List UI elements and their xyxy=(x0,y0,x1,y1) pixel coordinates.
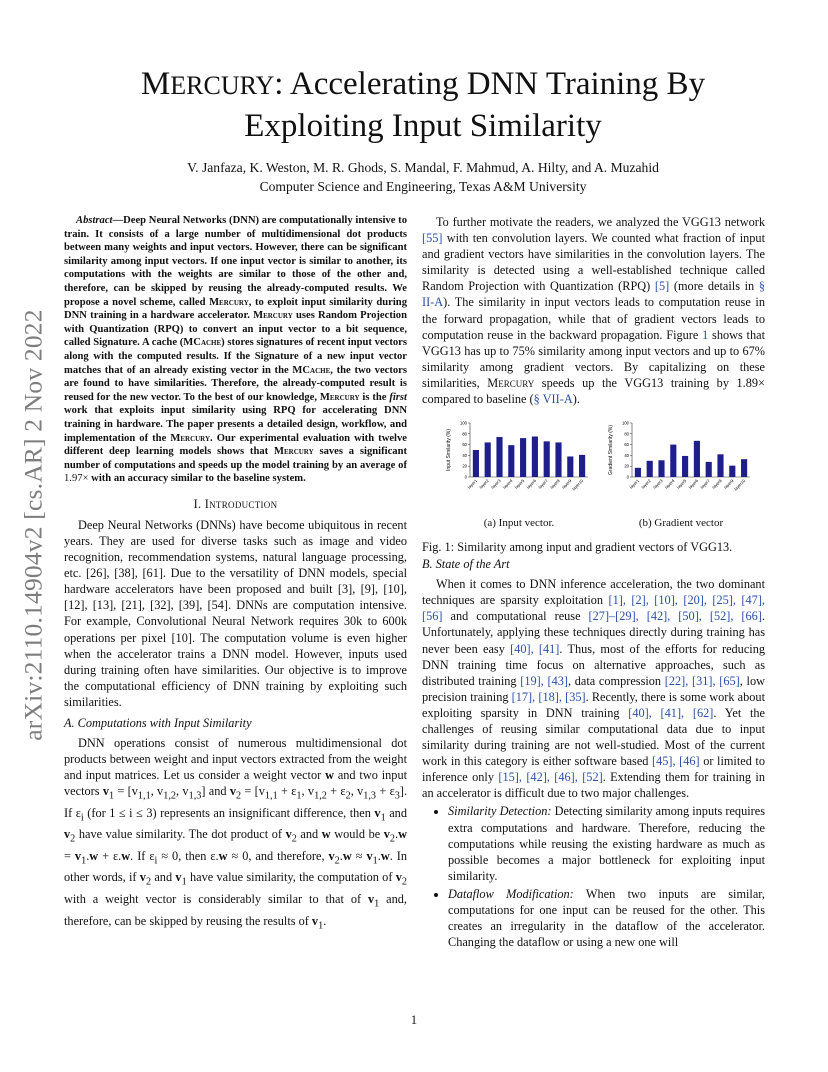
text-part: . Unfortunately, applying these techniques directly during training has never been easy xyxy=(422,609,765,656)
x-tick-label: layer10 xyxy=(571,478,585,492)
vec-v2: v xyxy=(395,870,402,885)
text-part: (more details in xyxy=(669,279,759,294)
speedup-value: 1.89× xyxy=(736,375,765,390)
text-part: or limited to inference only xyxy=(422,754,765,785)
text-part: . In other words, if xyxy=(64,848,407,885)
figure-link[interactable]: 1 xyxy=(702,327,709,342)
gradient-similarity-chart xyxy=(606,417,756,517)
bar-layer10 xyxy=(579,455,585,477)
vec-w: w xyxy=(89,848,99,863)
x-tick-label: layer2 xyxy=(478,478,490,490)
sub: 1,1 xyxy=(137,790,151,802)
bar-layer8 xyxy=(555,443,561,478)
challenge-text: Detecting similarity among inputs requires extra computations and hardware. Therefore, reducing the computations while reusing the existing hardware as much as possible becomes a major bottleneck for exploiting input similarity. xyxy=(448,804,765,883)
page-number: 1 xyxy=(410,1013,418,1027)
sub: i xyxy=(154,855,158,867)
text-part: and xyxy=(296,827,322,842)
x-tick-label: layer9 xyxy=(722,478,735,490)
bar-layer3 xyxy=(496,437,502,477)
figure-1 xyxy=(422,417,765,535)
challenge-text: When two inputs are similar, computations for one input can be reused for the other. This creates an irregularity in the dataflow of the accelerator. Changing the dataflow or using a new one will xyxy=(448,886,765,950)
vec-w: w xyxy=(342,848,352,863)
challenge-item xyxy=(448,803,765,883)
sub: 1,3 xyxy=(363,790,377,802)
sub: 2 xyxy=(145,876,152,888)
sub: 1 xyxy=(108,790,115,802)
sub: 1,2 xyxy=(314,790,327,802)
vec-v1: v xyxy=(374,805,381,820)
text-part: . xyxy=(86,848,90,863)
x-tick-label: layer4 xyxy=(501,478,514,490)
abstract-part: work that exploits input similarity using RPQ for accelerating DNN training in hardware. The paper presents a detailed design, workflow, and implementation of the xyxy=(64,405,407,444)
text-part: . xyxy=(377,848,381,863)
text-part: . Recently, there is some work about exploiting sparsity in DNN training xyxy=(422,689,765,720)
y-tick-label: 60 xyxy=(624,442,629,448)
y-tick-label: 20 xyxy=(624,463,629,469)
arxiv-identifier-stamp xyxy=(14,282,54,767)
text-part: , v xyxy=(176,784,189,799)
abstract-part: Deep Neural Networks (DNN) are computationally intensive to train. It consists of a large number of multidimensional dot products between many weights and input vectors. However, there can be significant similarity among input vectors. If one input vector is similar to another, its computations with the weights are similar to those of the other and, therefore, can be skipped by reusing the already-computed results. We propose a novel scheme, called xyxy=(64,215,407,308)
mcache-name: Cache xyxy=(302,364,331,376)
challenge-item xyxy=(448,886,765,950)
text-part: . xyxy=(395,827,399,842)
mercury-name: Mercury xyxy=(170,432,211,444)
bar-layer7 xyxy=(706,462,712,477)
title-line-1-rest: : Accelerating DNN Training By xyxy=(274,66,706,102)
text-part: . Thus, most of the efforts for reducing DNN training time focus on alternative approaches, such as distributed training xyxy=(422,641,766,688)
state-of-art-paragraph xyxy=(422,576,765,801)
sub: 1 xyxy=(372,855,378,867)
x-tick-label: layer3 xyxy=(490,478,502,490)
mercury-name: Mercury xyxy=(209,296,249,308)
text-part: , v xyxy=(350,784,364,799)
y-tick-label: 100 xyxy=(460,420,467,426)
sub: 2 xyxy=(401,876,407,888)
challenge-label: Dataflow Modification: xyxy=(448,886,574,901)
bar-layer5 xyxy=(520,438,526,477)
title-name-rest: ERCURY xyxy=(170,71,275,100)
text-part: = xyxy=(64,848,75,863)
text-part: and two input vectors xyxy=(64,768,408,799)
text-part: ). xyxy=(572,392,580,407)
citation-link[interactable]: [27]–[29], [42], [50], [52], [66] xyxy=(588,609,762,624)
vec-w: w xyxy=(121,848,131,863)
y-tick-label: 60 xyxy=(462,442,467,448)
text-part: ). The similarity in input vectors leads to computation reuse in the forward propagation, while that of gradient vectors leads to computation reuse in the backward propagation. Figure xyxy=(422,295,765,342)
text-part: ] and xyxy=(201,784,230,799)
vec-w: w xyxy=(218,848,228,863)
abstract-text xyxy=(64,214,407,486)
text-part: , low precision training xyxy=(422,673,765,704)
text-part: ≈ 0, and therefore, xyxy=(227,848,329,863)
text-part: , v xyxy=(150,784,164,799)
y-tick-label: 40 xyxy=(462,453,467,459)
subcaption-a: (a) Input vector. xyxy=(483,517,555,530)
motivation-paragraph xyxy=(422,214,765,407)
sub: 1,3 xyxy=(188,790,202,802)
title-name-cap: M xyxy=(140,66,171,102)
bar-layer8 xyxy=(717,454,723,477)
arxiv-identifier-text: arXiv:2110.14904v2 [cs.AR] 2 Nov 2022 xyxy=(19,308,49,741)
text-part: , data compression xyxy=(567,673,665,688)
vec-v2: v xyxy=(64,827,71,842)
figure-1b xyxy=(606,417,756,530)
abstract xyxy=(64,214,407,486)
sub: 1 xyxy=(296,790,302,802)
subsection-heading-state-of-art: B. State of the Art xyxy=(422,557,510,572)
sub: 2 xyxy=(235,790,242,802)
subsection-heading-computations: A. Computations with Input Similarity xyxy=(64,716,252,730)
text-part: and xyxy=(385,805,407,820)
input-similarity-chart xyxy=(444,417,594,517)
abstract-part: , to exploit input similarity during DNN training in a hardware accelerator. xyxy=(64,296,407,322)
x-tick-label: layer6 xyxy=(525,478,538,490)
affiliation: Computer Science and Engineering, Texas A&M University xyxy=(259,179,587,194)
y-tick-label: 100 xyxy=(622,420,629,426)
sub: 2 xyxy=(291,833,297,845)
text-part: . xyxy=(339,848,343,863)
vec-v2: v xyxy=(328,848,335,863)
text-part: + ε xyxy=(277,784,297,799)
text-part: To further motivate the readers, we analyzed the VGG13 network xyxy=(436,215,765,229)
text-part: . If ε xyxy=(130,848,155,863)
text-part: . xyxy=(323,913,327,928)
citation-link[interactable]: [19], [43] xyxy=(520,673,568,688)
sub: 1,2 xyxy=(163,790,177,802)
bar-layer4 xyxy=(508,445,514,477)
text-part: have value similarity. The dot product of xyxy=(75,827,286,842)
x-tick-label: layer1 xyxy=(466,478,479,490)
text-part: and computational reuse xyxy=(442,609,589,624)
y-axis-label: Gradient Similarity (%) xyxy=(608,425,614,476)
x-tick-label: layer7 xyxy=(699,478,711,490)
mercury-name: Mercury xyxy=(253,310,293,322)
bar-layer2 xyxy=(647,461,653,477)
y-tick-label: 0 xyxy=(464,474,467,480)
vec-v2: v xyxy=(139,870,146,885)
sub: 2 xyxy=(389,833,396,845)
author-list: V. Janfaza, K. Weston, M. R. Ghods, S. Mandal, F. Mahmud, A. Hilty, and A. Muzahid xyxy=(187,160,659,175)
abstract-part: , the two vectors are found to have similarities. Therefore, the already-computed result is reused for the new vector. To the best of our knowledge, xyxy=(64,364,407,403)
text-part: When it comes to DNN inference acceleration, the two dominant techniques are sparsity exploitation xyxy=(422,577,765,608)
citation-link[interactable]: [5] xyxy=(654,279,670,294)
vec-v1: v xyxy=(74,848,82,863)
x-tick-label: layer8 xyxy=(549,478,561,490)
author-block xyxy=(90,158,756,196)
x-tick-label: layer1 xyxy=(628,478,641,490)
sub: 2 xyxy=(70,833,76,845)
text-part: DNN operations consist of numerous multidimensional dot products between weight and input vectors extracted from the weight and input matrices. Let us consider a weight vector xyxy=(64,736,407,783)
citation-link[interactable]: [40], [41], [62] xyxy=(628,705,714,720)
vec-v2: v xyxy=(229,784,236,799)
sub: 1 xyxy=(380,812,386,824)
y-tick-label: 0 xyxy=(626,474,629,480)
abstract-part: is the xyxy=(359,391,390,403)
x-tick-label: layer10 xyxy=(733,478,747,492)
paper-title xyxy=(90,64,756,146)
citation-link[interactable]: [45], [46] xyxy=(652,754,700,769)
abstract-dash: — xyxy=(112,215,124,226)
y-tick-label: 80 xyxy=(462,431,467,437)
citation-link[interactable]: [55] xyxy=(422,231,443,246)
sub: 1 xyxy=(181,876,187,888)
citation-link[interactable]: [40], [41] xyxy=(510,641,560,656)
text-part: and xyxy=(151,870,176,885)
bar-layer1 xyxy=(635,468,641,477)
sub: 1,1 xyxy=(264,790,278,802)
vec-w: w xyxy=(325,768,334,783)
abstract-part: saves a significant number of computations and speeds up the model training by an average of xyxy=(64,446,407,471)
vec-v2: v xyxy=(383,827,390,842)
figure-1a xyxy=(444,417,594,530)
sub: 2 xyxy=(334,855,340,867)
text-part: . Extending them for training in an accelerator is difficult due to two major challenges. xyxy=(422,770,765,801)
citation-link[interactable]: [1], [2], [10], [20], [25], [47], [56] xyxy=(422,593,765,624)
sub: 3 xyxy=(394,790,400,802)
vec-v2: v xyxy=(285,827,292,842)
x-tick-label: layer5 xyxy=(675,478,688,490)
citation-link[interactable]: [15], [42], [46], [52] xyxy=(498,770,603,785)
text-part: ]. If ε xyxy=(64,784,408,820)
y-tick-label: 80 xyxy=(624,431,629,437)
title-line-1 xyxy=(141,66,705,102)
text-part: , v xyxy=(301,784,315,799)
bar-layer6 xyxy=(532,437,538,478)
abstract-part: ) stores signatures of recent input vectors along with the computed results. If the Signature of a new input vector matches that of an already existing vector in the M xyxy=(64,337,407,376)
vec-v1: v xyxy=(366,848,373,863)
challenge-label: Similarity Detection: xyxy=(448,804,552,819)
y-tick-label: 20 xyxy=(462,463,467,469)
vec-v1: v xyxy=(367,892,375,907)
sub: 1 xyxy=(81,855,87,867)
bar-layer2 xyxy=(485,443,491,478)
computations-paragraph xyxy=(64,735,407,934)
abstract-part: . Our experimental evaluation with twelve different deep learning models shows that xyxy=(64,432,407,458)
bar-layer9 xyxy=(567,457,573,478)
text-part: + ε xyxy=(376,784,395,799)
vec-v1: v xyxy=(311,913,319,928)
x-tick-label: layer3 xyxy=(652,478,664,490)
section-heading-introduction: I. Introduction xyxy=(193,496,278,511)
intro-paragraph: Deep Neural Networks (DNNs) have become ubiquitous in recent years. They are used for diverse tasks such as image and video recognition, recommendation systems, natural language processing, etc. [26], [38], [61]. Due to the versatility of DNN models, special hardware accelerators have been proposed and built [3], [9], [10], [12], [13], [21], [32], [39], [54]. DNNs are computation intensive. For example, Convolutional Neural Network requires 30k to 600k operations per pixel [10]. The computation volume is even higher when the accelerator trains a DNN model. However, inputs used during training often have similarities. Our objective is to improve the computational efficiency of DNN training by exploiting such similarities. xyxy=(64,517,407,709)
text-part: have value similarity, the computation of xyxy=(186,870,396,885)
text-part: ≈ 0, then ε. xyxy=(157,848,219,863)
text-part: shows that VGG13 has up to 75% similarity among input vectors and up to 67% similarity among gradient vectors. By capitalizing on these similarities, xyxy=(422,327,765,390)
x-tick-label: layer8 xyxy=(711,478,723,490)
abstract-part: with an accuracy similar to the baseline system. xyxy=(88,473,306,485)
vec-v1: v xyxy=(102,784,109,799)
text-part: with a weight vector is considerably similar to that of xyxy=(64,892,368,907)
title-line-2: Exploiting Input Similarity xyxy=(244,108,602,144)
vec-w: w xyxy=(321,827,331,842)
challenge-list xyxy=(422,803,765,950)
figure-1-caption: Fig. 1: Similarity among input and gradient vectors of VGG13. xyxy=(422,540,733,555)
text-part: . Yet the challenges of reusing similar computational data due to input similarity during training are not well-studied. Most of the current work in this category is either software based xyxy=(422,705,765,769)
mercury-name: Mercury xyxy=(273,446,314,458)
y-axis-label: Input Similarity (%) xyxy=(446,429,452,472)
text-part: would be xyxy=(330,827,384,842)
vec-w: w xyxy=(380,848,390,863)
citation-link[interactable]: [22], [31], [65] xyxy=(664,673,740,688)
emphasis-first: first xyxy=(389,391,407,403)
text-part: = [v xyxy=(114,784,138,799)
bar-layer5 xyxy=(682,456,688,477)
x-tick-label: layer2 xyxy=(640,478,652,490)
text-part: = [v xyxy=(241,784,265,799)
text-part: ≈ xyxy=(351,848,367,863)
sub: i xyxy=(80,812,84,824)
x-tick-label: layer7 xyxy=(537,478,549,490)
citation-link[interactable]: [17], [18], [35] xyxy=(511,689,586,704)
bar-layer10 xyxy=(741,459,747,477)
section-link[interactable]: § II-A xyxy=(422,279,765,310)
x-tick-label: layer6 xyxy=(687,478,700,490)
sub: 2 xyxy=(345,790,351,802)
text-part: speeds up the VGG13 training by xyxy=(534,375,737,390)
section-link[interactable]: § VII-A xyxy=(533,392,573,407)
bar-layer4 xyxy=(670,445,676,477)
x-tick-label: layer5 xyxy=(513,478,526,490)
subcaption-b: (b) Gradient vector xyxy=(638,517,724,530)
text-part: compared to baseline ( xyxy=(422,392,534,407)
vec-v1: v xyxy=(175,870,182,885)
text-part: + ε. xyxy=(98,848,122,863)
text-part: and, therefore, can be skipped by reusing the results of xyxy=(64,892,407,928)
bar-layer1 xyxy=(473,450,479,477)
mcache-name: Cache xyxy=(193,337,222,349)
abstract-label: Abstract xyxy=(76,215,113,226)
text-part: (for 1 ≤ i ≤ 3) represents an insignificant difference, then xyxy=(83,805,375,820)
bar-layer6 xyxy=(694,441,700,477)
text-part: + ε xyxy=(326,784,346,799)
text-part: with ten convolution layers. We counted what fraction of input and gradient vectors have similarities in the convolution layers. The similarity is detected using a well-established technique called Random Projection with Quantization (RPQ) xyxy=(422,231,765,294)
x-tick-label: layer4 xyxy=(663,478,676,490)
mercury-name: Mercury xyxy=(319,391,360,403)
bar-layer9 xyxy=(729,466,735,477)
sub: 1 xyxy=(318,920,324,932)
abstract-part: uses Random Projection with Quantization (RPQ) to convert an input vector to a bit sequence, called Signature. A cache (M xyxy=(64,310,407,349)
bar-layer3 xyxy=(658,460,664,477)
bar-layer7 xyxy=(544,441,550,477)
x-tick-label: layer9 xyxy=(560,478,573,490)
left-column xyxy=(64,214,407,934)
mercury-name: Mercury xyxy=(487,375,535,390)
abstract-speedup: 1.97× xyxy=(64,473,89,485)
y-tick-label: 40 xyxy=(624,453,629,459)
right-column xyxy=(422,214,765,952)
sub: 1 xyxy=(374,898,380,910)
vec-w: w xyxy=(398,827,408,842)
